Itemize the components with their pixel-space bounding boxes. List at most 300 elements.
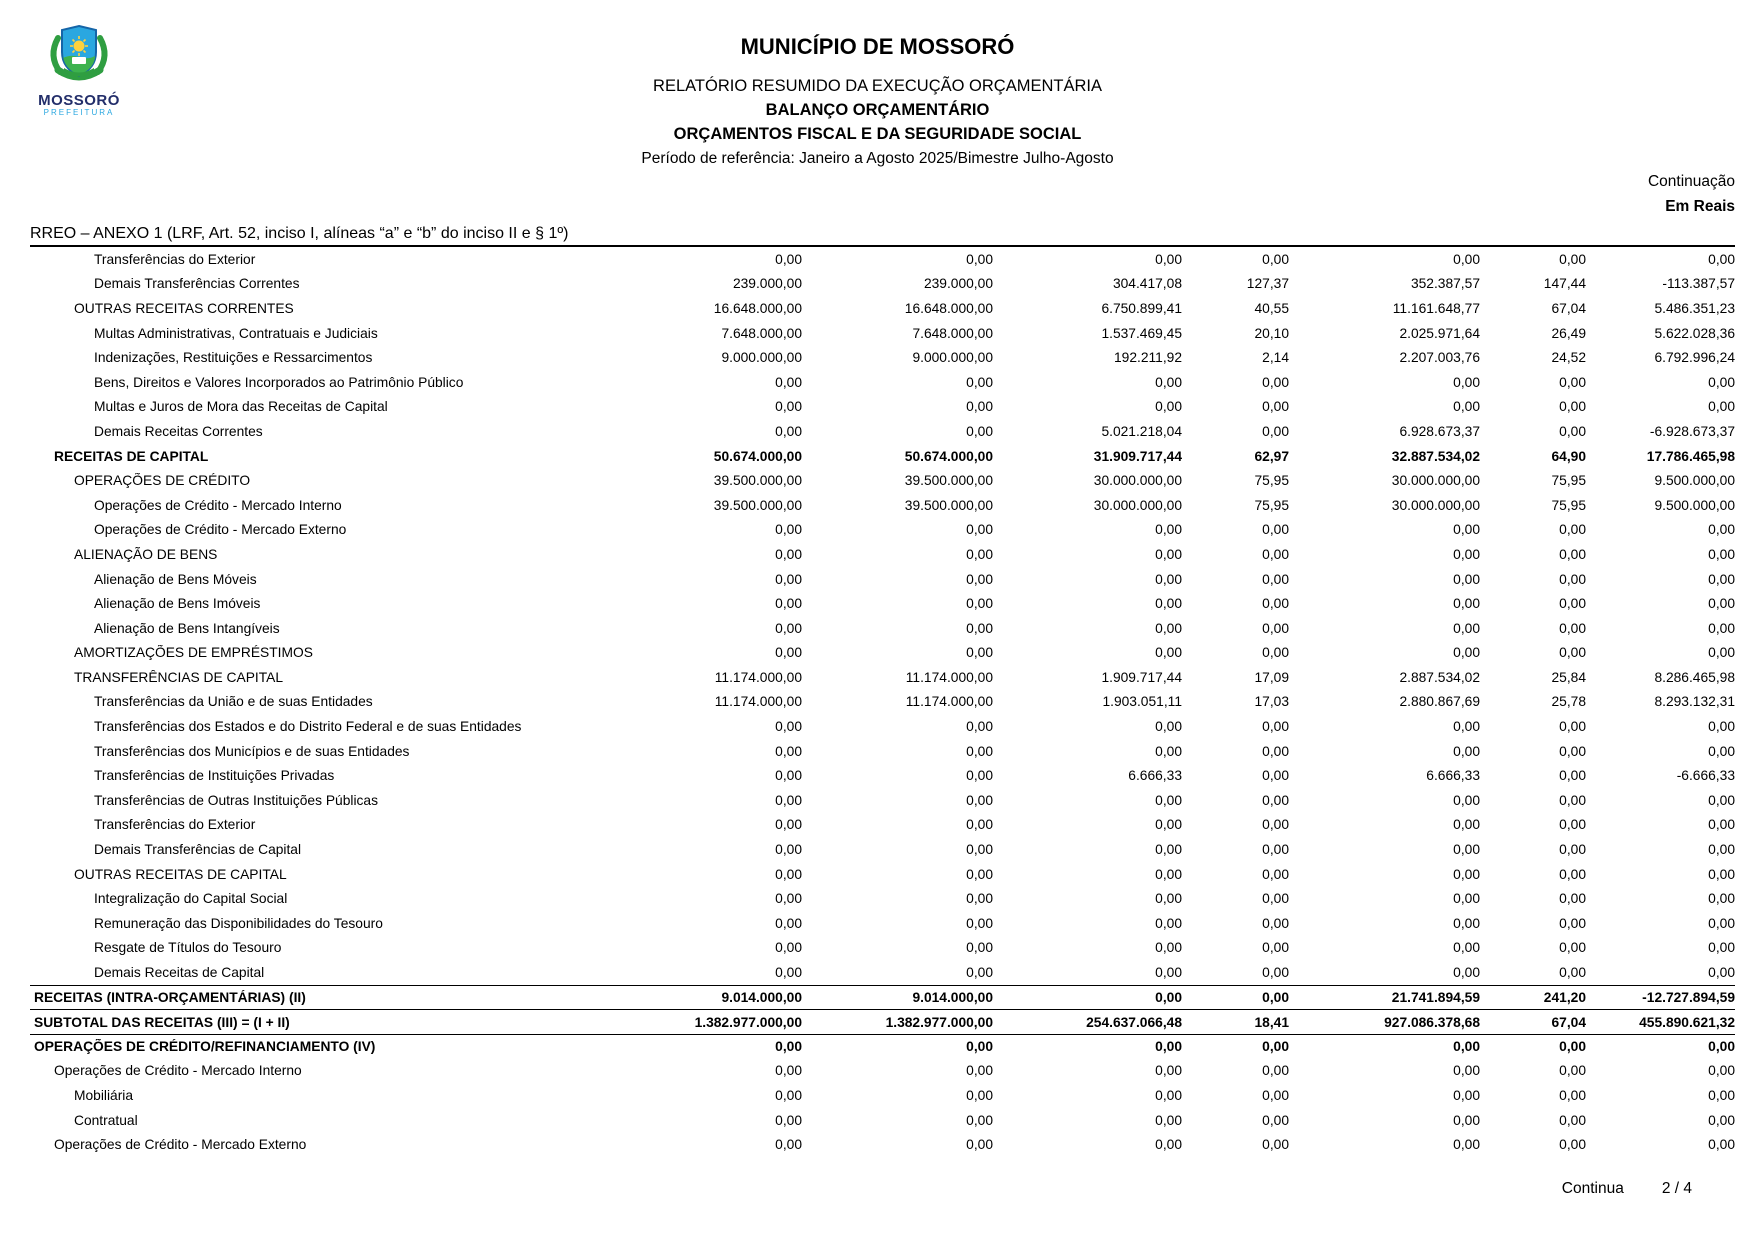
row-value: 0,00	[1453, 792, 1480, 808]
table-row	[30, 911, 1735, 936]
row-value: 0,00	[1559, 915, 1586, 931]
row-value: 0,00	[1453, 645, 1480, 661]
row-value: 0,00	[1708, 374, 1735, 390]
row-value: 0,00	[1262, 891, 1289, 907]
row-label: Demais Receitas de Capital	[94, 965, 265, 981]
row-value: 30.000.000,00	[1093, 473, 1182, 489]
row-value: 26,49	[1551, 325, 1586, 341]
row-label: Indenizações, Restituições e Ressarcimentos	[94, 350, 373, 366]
row-value: 5.021.218,04	[1101, 423, 1182, 439]
row-value: 1.382.977.000,00	[885, 1014, 993, 1030]
row-value: 11.161.648,77	[1392, 300, 1480, 316]
row-value: 0,00	[1155, 719, 1182, 735]
row-value: 75,95	[1551, 497, 1586, 513]
row-value: 0,00	[1559, 891, 1586, 907]
row-value: 0,00	[966, 522, 993, 538]
table-row	[30, 493, 1735, 518]
row-value: 16.648.000,00	[713, 300, 802, 316]
row-value: 0,00	[1453, 571, 1480, 587]
row-value: 0,00	[775, 423, 802, 439]
row-value: 0,00	[1453, 1137, 1480, 1153]
row-value: 2.880.867,69	[1399, 694, 1480, 710]
annex-title: RREO – ANEXO 1 (LRF, Art. 52, inciso I, alíneas “a” e “b” do inciso II e § 1º)	[30, 225, 569, 242]
row-value: 0,00	[775, 251, 802, 267]
row-value: 0,00	[966, 940, 993, 956]
row-value: 0,00	[966, 1087, 993, 1103]
row-label: Alienação de Bens Móveis	[94, 571, 257, 587]
row-value: 0,00	[775, 965, 802, 981]
row-value: 30.000.000,00	[1093, 497, 1182, 513]
row-value: 0,00	[1559, 620, 1586, 636]
table-row	[30, 247, 1735, 272]
row-value: 0,00	[775, 743, 802, 759]
row-value: 0,00	[1262, 915, 1289, 931]
row-label: OUTRAS RECEITAS DE CAPITAL	[74, 866, 287, 882]
row-value: 1.382.977.000,00	[694, 1014, 802, 1030]
row-value: 0,00	[966, 1112, 993, 1128]
row-value: 0,00	[1453, 866, 1480, 882]
row-value: 7.648.000,00	[912, 325, 993, 341]
row-value: 0,00	[1708, 792, 1735, 808]
row-value: 0,00	[1708, 596, 1735, 612]
row-value: 9.500.000,00	[1654, 473, 1735, 489]
row-value: 39.500.000,00	[904, 497, 993, 513]
row-value: 0,00	[1155, 891, 1182, 907]
row-value: 0,00	[1155, 571, 1182, 587]
row-value: 0,00	[966, 743, 993, 759]
row-label: Remuneração das Disponibilidades do Tesouro	[94, 915, 383, 931]
table-row	[30, 714, 1735, 739]
row-value: 0,00	[1453, 891, 1480, 907]
row-value: 0,00	[1559, 546, 1586, 562]
row-value: 0,00	[1262, 1112, 1289, 1128]
row-value: 0,00	[775, 891, 802, 907]
row-value: 0,00	[1262, 374, 1289, 390]
logo-wordmark-sub: PREFEITURA	[43, 108, 115, 117]
row-value: 0,00	[1262, 990, 1289, 1006]
row-value: 0,00	[1708, 891, 1735, 907]
row-value: 9.000.000,00	[721, 350, 802, 366]
row-value: 0,00	[775, 915, 802, 931]
row-value: 0,00	[1155, 990, 1182, 1006]
row-value: 2.025.971,64	[1399, 325, 1480, 341]
row-value: 0,00	[1559, 1039, 1586, 1055]
row-value: 352.387,57	[1410, 276, 1480, 292]
row-value: 0,00	[966, 792, 993, 808]
row-value: 9.014.000,00	[912, 990, 993, 1006]
row-value: 0,00	[775, 1087, 802, 1103]
row-value: 0,00	[1708, 915, 1735, 931]
row-value: 0,00	[1708, 399, 1735, 415]
row-label: Multas Administrativas, Contratuais e Judiciais	[94, 325, 378, 341]
row-value: 0,00	[1708, 1063, 1735, 1079]
row-value: 0,00	[775, 522, 802, 538]
row-value: 239.000,00	[923, 276, 993, 292]
row-value: 0,00	[775, 817, 802, 833]
row-value: 0,00	[1708, 842, 1735, 858]
row-value: 304.417,08	[1112, 276, 1182, 292]
row-value: -113.387,57	[1662, 276, 1735, 292]
page-indicator: 2 / 4	[1661, 1180, 1692, 1197]
row-value: 6.666,33	[1426, 768, 1480, 784]
row-value: 0,00	[1262, 1039, 1289, 1055]
row-value: 0,00	[1453, 817, 1480, 833]
table-row	[30, 763, 1735, 788]
row-value: 0,00	[1155, 251, 1182, 267]
row-value: 0,00	[1155, 965, 1182, 981]
row-value: 0,00	[1559, 645, 1586, 661]
row-value: 0,00	[1559, 866, 1586, 882]
row-value: 0,00	[1708, 522, 1735, 538]
row-value: 0,00	[1262, 743, 1289, 759]
row-label: Bens, Direitos e Valores Incorporados ao Patrimônio Público	[94, 374, 464, 390]
row-value: 0,00	[775, 768, 802, 784]
row-value: 0,00	[1155, 1063, 1182, 1079]
table-row	[30, 616, 1735, 641]
table-row	[30, 272, 1735, 297]
table-row	[30, 1108, 1735, 1133]
reference-period: Período de referência: Janeiro a Agosto 2025/Bimestre Julho-Agosto	[641, 150, 1114, 167]
row-value: 0,00	[1155, 399, 1182, 415]
row-value: 0,00	[1453, 940, 1480, 956]
row-value: 0,00	[1708, 546, 1735, 562]
report-title: RELATÓRIO RESUMIDO DA EXECUÇÃO ORÇAMENTÁRIA	[653, 77, 1102, 95]
row-label: AMORTIZAÇÕES DE EMPRÉSTIMOS	[74, 645, 313, 661]
row-value: 0,00	[1559, 1087, 1586, 1103]
row-value: 0,00	[1155, 866, 1182, 882]
row-value: 0,00	[1453, 546, 1480, 562]
row-value: 241,20	[1543, 990, 1586, 1006]
row-value: 20,10	[1254, 325, 1289, 341]
row-value: 0,00	[1262, 866, 1289, 882]
table-row	[30, 886, 1735, 911]
row-value: 0,00	[966, 965, 993, 981]
row-value: 0,00	[1708, 719, 1735, 735]
row-value: 0,00	[775, 1112, 802, 1128]
row-value: 0,00	[775, 1063, 802, 1079]
row-label: Alienação de Bens Imóveis	[94, 596, 261, 612]
row-value: 0,00	[1155, 915, 1182, 931]
row-value: 0,00	[1708, 571, 1735, 587]
row-value: 0,00	[1559, 792, 1586, 808]
row-value: 5.622.028,36	[1654, 325, 1735, 341]
row-value: 0,00	[1559, 1112, 1586, 1128]
continuation-note: Continuação	[1647, 173, 1735, 190]
row-value: 0,00	[1453, 719, 1480, 735]
row-value: 0,00	[1708, 645, 1735, 661]
row-value: 17,03	[1254, 694, 1289, 710]
row-value: -12.727.894,59	[1642, 990, 1735, 1006]
row-value: 0,00	[1708, 1039, 1735, 1055]
row-value: 0,00	[966, 423, 993, 439]
row-value: 0,00	[1262, 965, 1289, 981]
table-row	[30, 296, 1735, 321]
row-value: 0,00	[1155, 1137, 1182, 1153]
row-label: TRANSFERÊNCIAS DE CAPITAL	[74, 669, 284, 685]
row-value: 9.000.000,00	[912, 350, 993, 366]
row-value: 0,00	[1155, 645, 1182, 661]
row-value: 39.500.000,00	[713, 497, 802, 513]
row-value: 0,00	[1155, 522, 1182, 538]
row-label: OPERAÇÕES DE CRÉDITO	[74, 473, 251, 489]
row-value: 0,00	[966, 719, 993, 735]
row-value: 5.486.351,23	[1654, 300, 1735, 316]
row-value: 0,00	[1453, 1063, 1480, 1079]
table-row	[30, 960, 1735, 985]
row-value: 0,00	[1559, 842, 1586, 858]
row-value: 0,00	[1155, 817, 1182, 833]
row-value: 9.014.000,00	[721, 990, 802, 1006]
row-value: 6.792.996,24	[1654, 350, 1735, 366]
row-value: 0,00	[1155, 374, 1182, 390]
row-value: 0,00	[775, 596, 802, 612]
table-row	[30, 985, 1735, 1010]
row-value: 0,00	[775, 374, 802, 390]
row-value: 40,55	[1254, 300, 1289, 316]
row-value: 0,00	[966, 1137, 993, 1153]
row-value: 67,04	[1551, 300, 1586, 316]
row-value: 0,00	[1262, 571, 1289, 587]
row-value: 8.286.465,98	[1654, 669, 1735, 685]
table-row	[30, 936, 1735, 961]
table-row	[30, 1009, 1735, 1034]
row-value: 6.750.899,41	[1101, 300, 1182, 316]
row-value: 0,00	[966, 374, 993, 390]
row-value: 1.903.051,11	[1102, 694, 1182, 710]
row-value: 0,00	[1155, 842, 1182, 858]
row-value: 0,00	[1155, 546, 1182, 562]
row-value: 455.890.621,32	[1639, 1014, 1735, 1030]
row-value: 24,52	[1551, 350, 1586, 366]
row-value: 0,00	[1262, 1063, 1289, 1079]
row-value: 0,00	[1262, 940, 1289, 956]
row-value: 0,00	[1155, 792, 1182, 808]
row-value: 75,95	[1551, 473, 1586, 489]
row-value: 75,95	[1254, 497, 1289, 513]
row-value: 0,00	[1262, 645, 1289, 661]
row-value: 6.666,33	[1128, 768, 1182, 784]
row-value: 0,00	[1708, 965, 1735, 981]
row-value: 0,00	[1155, 1087, 1182, 1103]
row-value: 0,00	[1559, 1137, 1586, 1153]
row-value: 239.000,00	[732, 276, 802, 292]
row-value: 0,00	[1708, 743, 1735, 759]
row-value: 0,00	[1262, 546, 1289, 562]
row-value: 11.174.000,00	[905, 669, 993, 685]
row-value: 0,00	[775, 571, 802, 587]
row-value: 0,00	[775, 842, 802, 858]
row-value: 127,37	[1246, 276, 1289, 292]
row-value: 0,00	[966, 1039, 993, 1055]
row-label: Transferências do Exterior	[94, 817, 256, 833]
row-value: 0,00	[1559, 374, 1586, 390]
row-value: 0,00	[1155, 620, 1182, 636]
table-row	[30, 813, 1735, 838]
row-value: 30.000.000,00	[1391, 473, 1480, 489]
row-value: 0,00	[1262, 522, 1289, 538]
row-value: 0,00	[1262, 1087, 1289, 1103]
row-value: 0,00	[1453, 374, 1480, 390]
row-value: 0,00	[966, 842, 993, 858]
table-row	[30, 837, 1735, 862]
row-value: 0,00	[1262, 596, 1289, 612]
row-label: Transferências do Exterior	[94, 251, 256, 267]
row-value: 62,97	[1254, 448, 1289, 464]
document-title: MUNICÍPIO DE MOSSORÓ	[740, 34, 1015, 59]
row-value: 0,00	[775, 866, 802, 882]
row-value: 16.648.000,00	[904, 300, 993, 316]
row-label: Operações de Crédito - Mercado Interno	[94, 497, 342, 513]
row-value: 21.741.894,59	[1391, 990, 1480, 1006]
row-value: 0,00	[1708, 251, 1735, 267]
row-label: Transferências dos Estados e do Distrito Federal e de suas Entidades	[94, 719, 522, 735]
table-row	[30, 518, 1735, 543]
row-value: 0,00	[1262, 1137, 1289, 1153]
row-label: Resgate de Títulos do Tesouro	[94, 940, 282, 956]
row-label: Demais Transferências de Capital	[94, 842, 302, 858]
row-value: 0,00	[775, 719, 802, 735]
row-label: Mobiliária	[74, 1087, 134, 1103]
row-value: -6.666,33	[1676, 768, 1735, 784]
row-value: 0,00	[775, 645, 802, 661]
continues-note: Continua	[1561, 1180, 1624, 1197]
table-row	[30, 788, 1735, 813]
row-value: 0,00	[966, 571, 993, 587]
table-row	[30, 1034, 1735, 1059]
row-value: 0,00	[1559, 940, 1586, 956]
row-value: 39.500.000,00	[904, 473, 993, 489]
row-label: OPERAÇÕES DE CRÉDITO/REFINANCIAMENTO (IV)	[34, 1039, 376, 1055]
row-value: 0,00	[1559, 743, 1586, 759]
row-value: 0,00	[1559, 596, 1586, 612]
row-value: 0,00	[966, 817, 993, 833]
row-value: 0,00	[966, 891, 993, 907]
row-value: 0,00	[966, 399, 993, 415]
row-value: 0,00	[1559, 719, 1586, 735]
row-label: SUBTOTAL DAS RECEITAS (III) = (I + II)	[34, 1014, 290, 1030]
row-value: 0,00	[1262, 423, 1289, 439]
table-row	[30, 690, 1735, 715]
row-value: 50.674.000,00	[904, 448, 993, 464]
row-value: 0,00	[1453, 915, 1480, 931]
table-row	[30, 1059, 1735, 1084]
table-row	[30, 419, 1735, 444]
row-value: 0,00	[1559, 1063, 1586, 1079]
row-value: 0,00	[1559, 768, 1586, 784]
row-value: 0,00	[1453, 620, 1480, 636]
row-value: 25,78	[1551, 694, 1586, 710]
table-row	[30, 641, 1735, 666]
row-value: 0,00	[1453, 1039, 1480, 1055]
page-footer	[1562, 1180, 1692, 1198]
row-value: 0,00	[1708, 1087, 1735, 1103]
row-value: 0,00	[1155, 1112, 1182, 1128]
row-value: 11.174.000,00	[714, 669, 802, 685]
row-value: 30.000.000,00	[1391, 497, 1480, 513]
logo-wordmark: MOSSORÓ	[38, 92, 120, 109]
row-value: 0,00	[1262, 620, 1289, 636]
row-label: Transferências de Outras Instituições Públicas	[94, 792, 378, 808]
row-value: 0,00	[1155, 940, 1182, 956]
row-label: Operações de Crédito - Mercado Externo	[94, 522, 347, 538]
row-value: 0,00	[1262, 719, 1289, 735]
row-value: 0,00	[1262, 792, 1289, 808]
row-label: Alienação de Bens Intangíveis	[94, 620, 280, 636]
table-row	[30, 1132, 1735, 1157]
row-value: 0,00	[1155, 596, 1182, 612]
row-value: 0,00	[1708, 866, 1735, 882]
report-subtitle-2: ORÇAMENTOS FISCAL E DA SEGURIDADE SOCIAL	[673, 125, 1082, 143]
row-value: 0,00	[775, 399, 802, 415]
row-value: 0,00	[1708, 620, 1735, 636]
row-value: 0,00	[966, 768, 993, 784]
row-value: 0,00	[1708, 940, 1735, 956]
row-value: 0,00	[966, 620, 993, 636]
table-row	[30, 567, 1735, 592]
row-label: Demais Receitas Correntes	[94, 423, 263, 439]
table-row	[30, 444, 1735, 469]
row-value: 0,00	[1559, 522, 1586, 538]
table-row	[30, 862, 1735, 887]
table-row	[30, 370, 1735, 395]
row-label: RECEITAS DE CAPITAL	[54, 448, 209, 464]
row-value: 0,00	[1262, 768, 1289, 784]
row-value: 6.928.673,37	[1399, 423, 1480, 439]
row-value: 0,00	[966, 251, 993, 267]
row-value: 9.500.000,00	[1654, 497, 1735, 513]
table-row	[30, 591, 1735, 616]
row-value: 0,00	[1708, 1112, 1735, 1128]
row-value: 0,00	[775, 546, 802, 562]
row-value: 0,00	[1453, 1112, 1480, 1128]
row-value: 11.174.000,00	[905, 694, 993, 710]
table-row	[30, 739, 1735, 764]
row-value: 18,41	[1254, 1014, 1289, 1030]
row-value: 7.648.000,00	[721, 325, 802, 341]
row-value: 927.086.378,68	[1384, 1014, 1480, 1030]
row-label: ALIENAÇÃO DE BENS	[74, 546, 218, 562]
row-value: 0,00	[775, 792, 802, 808]
row-value: 0,00	[1155, 1039, 1182, 1055]
row-label: Demais Transferências Correntes	[94, 276, 300, 292]
row-value: 2.887.534,02	[1399, 669, 1480, 685]
row-value: 0,00	[1262, 251, 1289, 267]
row-value: 0,00	[966, 645, 993, 661]
row-value: 31.909.717,44	[1093, 448, 1182, 464]
row-value: 0,00	[1453, 399, 1480, 415]
row-value: 50.674.000,00	[713, 448, 802, 464]
row-value: 1.537.469,45	[1101, 325, 1182, 341]
row-label: OUTRAS RECEITAS CORRENTES	[74, 300, 294, 316]
table-row	[30, 321, 1735, 346]
row-value: 0,00	[1453, 251, 1480, 267]
row-value: 39.500.000,00	[713, 473, 802, 489]
row-value: 0,00	[1453, 965, 1480, 981]
row-value: 75,95	[1254, 473, 1289, 489]
row-label: Multas e Juros de Mora das Receitas de Capital	[94, 399, 388, 415]
table-row	[30, 1083, 1735, 1108]
row-value: 0,00	[1262, 399, 1289, 415]
row-value: 0,00	[966, 596, 993, 612]
report-subtitle-1: BALANÇO ORÇAMENTÁRIO	[765, 101, 990, 119]
row-value: 1.909.717,44	[1101, 669, 1182, 685]
row-value: 0,00	[1453, 522, 1480, 538]
row-label: Transferências da União e de suas Entidades	[94, 694, 373, 710]
table-row	[30, 542, 1735, 567]
row-value: 2.207.003,76	[1399, 350, 1480, 366]
row-value: 0,00	[1262, 842, 1289, 858]
row-value: 0,00	[966, 866, 993, 882]
